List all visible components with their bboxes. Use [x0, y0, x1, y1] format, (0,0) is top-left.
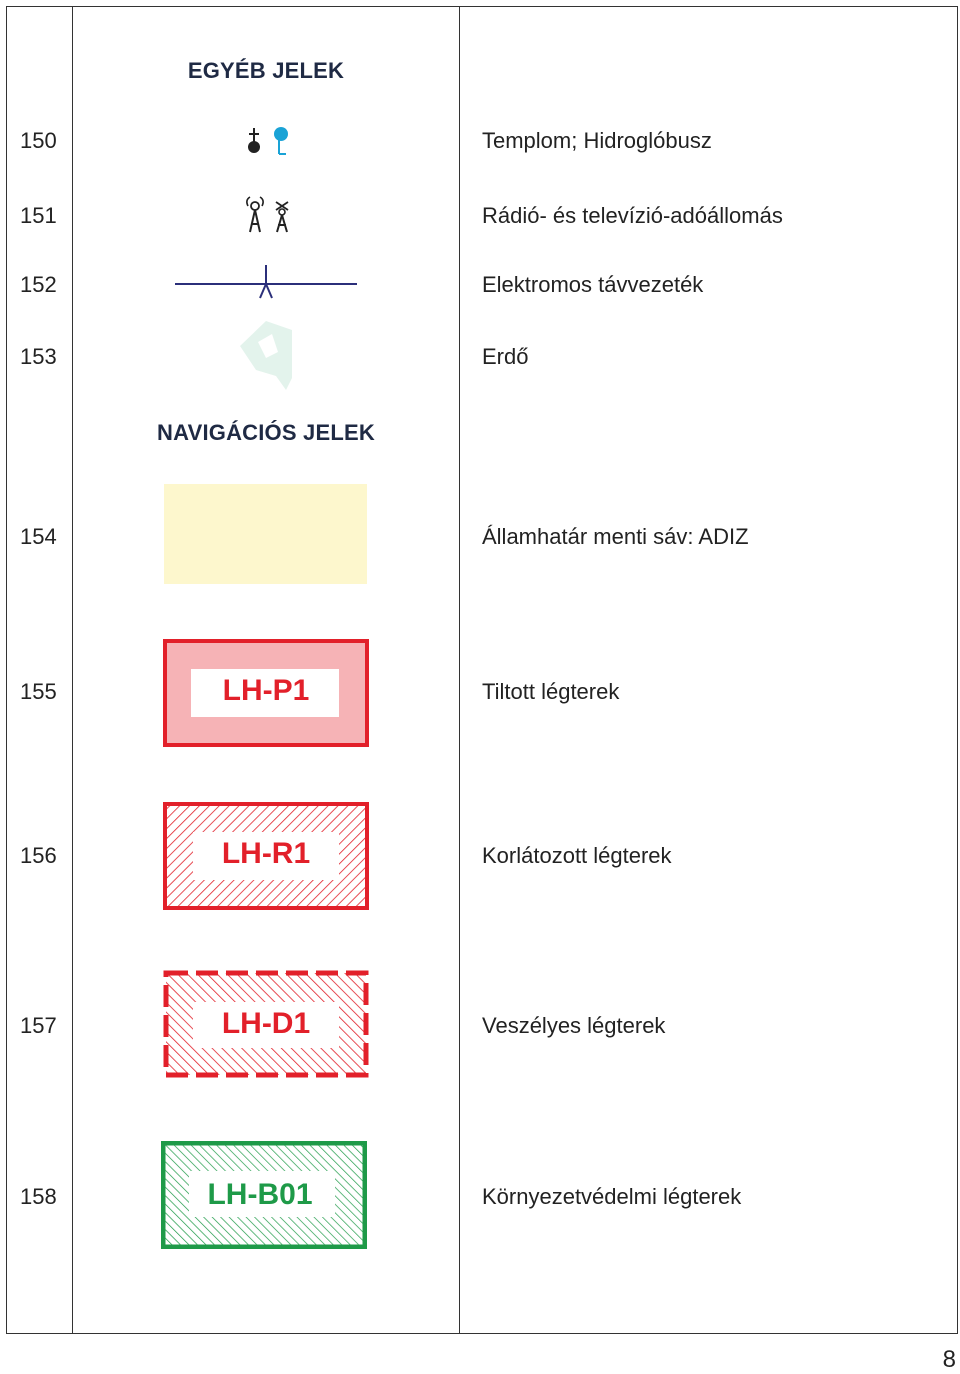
zone-label: LH-D1: [221, 1007, 311, 1040]
row-number: 153: [20, 344, 57, 369]
section-heading-navigation: NAVIGÁCIÓS JELEK: [73, 420, 459, 446]
page-number: 8: [942, 1346, 956, 1373]
row-description: Államhatár menti sáv: ADIZ: [482, 524, 749, 549]
section-heading-other: EGYÉB JELEK: [73, 58, 459, 84]
zone-label: LH-P1: [222, 674, 310, 707]
zone-label: LH-B01: [207, 1178, 313, 1211]
row-number: 156: [20, 843, 57, 868]
row-description: Tiltott légterek: [482, 679, 620, 704]
row-description: Elektromos távvezeték: [482, 272, 704, 297]
adiz-zone-swatch: [164, 484, 367, 584]
row-number: 154: [20, 524, 57, 549]
row-description: Erdő: [482, 344, 529, 369]
row-description: Rádió- és televízió-adóállomás: [482, 203, 783, 228]
power-line-icon: [172, 262, 360, 302]
zone-label: LH-R1: [221, 837, 311, 870]
row-number: 158: [20, 1184, 57, 1209]
forest-icon: [236, 318, 300, 392]
row-description: Környezetvédelmi légterek: [482, 1184, 742, 1209]
column-divider: [72, 6, 73, 1334]
church-and-water-tower-icon: [240, 122, 300, 158]
column-divider: [459, 6, 460, 1334]
row-number: 151: [20, 203, 57, 228]
row-description: Veszélyes légterek: [482, 1013, 666, 1038]
row-number: 155: [20, 679, 57, 704]
radio-tv-transmitter-icon: [242, 196, 298, 236]
row-number: 152: [20, 272, 57, 297]
row-number: 150: [20, 128, 57, 153]
row-number: 157: [20, 1013, 57, 1038]
row-description: Korlátozott légterek: [482, 843, 672, 868]
row-description: Templom; Hidroglóbusz: [482, 128, 712, 153]
